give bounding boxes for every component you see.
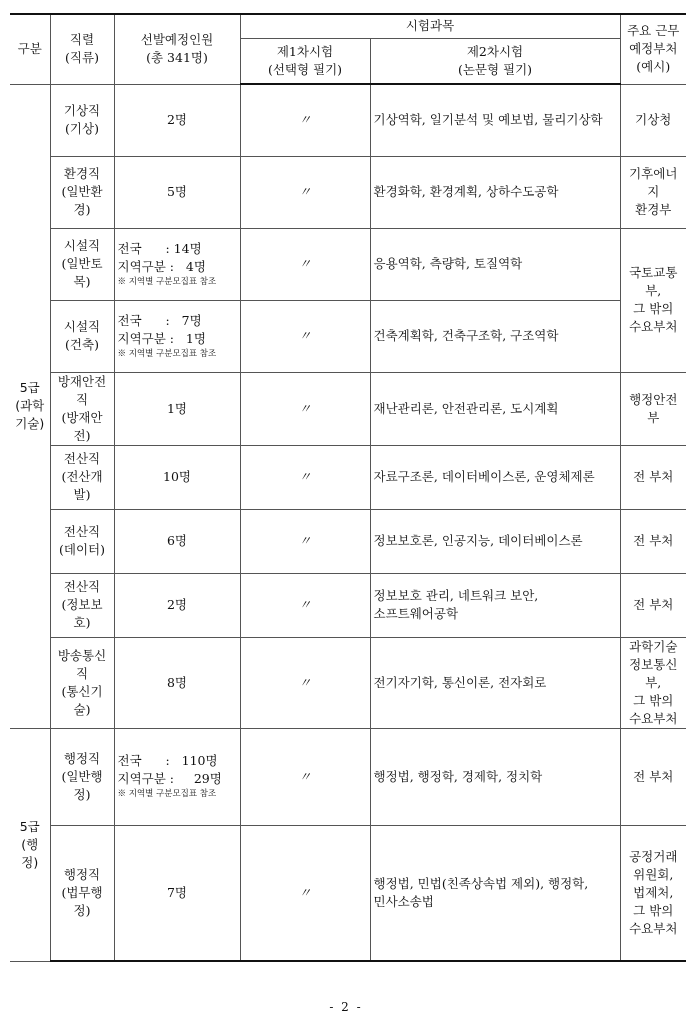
stage2-cell: 정보보호론, 인공지능, 데이터베이스론 xyxy=(370,509,620,573)
position-cell: 전산직 (정보보호) xyxy=(50,573,114,637)
quota-cell: 8명 xyxy=(114,637,240,728)
table-row xyxy=(10,637,686,728)
quota-cell: 1명 xyxy=(114,372,240,445)
stage2-cell: 행정법, 민법(친족상속법 제외), 행정학, 민사소송법 xyxy=(370,825,620,961)
header-position: 직렬 (직류) xyxy=(50,14,114,84)
position-cell: 방재안전직 (방재안전) xyxy=(50,372,114,445)
stage1-cell: 〃 xyxy=(240,372,370,445)
stage1-cell: 〃 xyxy=(240,509,370,573)
quota-note: ※ 지역별 구분모집표 참조 xyxy=(117,276,217,287)
table-row xyxy=(10,573,686,637)
stage1-cell: 〃 xyxy=(240,573,370,637)
position-cell: 방송통신직 (통신기술) xyxy=(50,637,114,728)
header-stage2: 제2차시험 (논문형 필기) xyxy=(370,38,620,84)
dept-cell: 국토교통부, 그 밖의 수요부처 xyxy=(620,228,686,372)
dept-cell: 전 부처 xyxy=(620,509,686,573)
position-cell: 환경직 (일반환경) xyxy=(50,156,114,228)
table-row xyxy=(10,372,686,445)
stage2-cell: 자료구조론, 데이터베이스론, 운영체제론 xyxy=(370,445,620,509)
table-row xyxy=(10,825,686,961)
position-cell: 전산직 (데이터) xyxy=(50,509,114,573)
dept-cell: 전 부처 xyxy=(620,728,686,825)
header-quota: 선발예정인원 (총 341명) xyxy=(114,14,240,84)
group-label-admin: 5급 (행정) xyxy=(10,728,50,961)
dept-cell: 기상청 xyxy=(620,84,686,156)
stage1-cell: 〃 xyxy=(240,445,370,509)
page-number: - 2 - xyxy=(329,1000,363,1014)
stage1-cell: 〃 xyxy=(240,84,370,156)
header-stage1: 제1차시험 (선택형 필기) xyxy=(240,38,370,84)
position-cell: 시설직 (일반토목) xyxy=(50,228,114,300)
dept-cell: 전 부처 xyxy=(620,445,686,509)
stage1-cell: 〃 xyxy=(240,728,370,825)
table-row xyxy=(10,728,686,825)
quota-cell: 전국 : 7명 지역구분 : 1명 ※ 지역별 구분모집표 참조 xyxy=(114,300,240,372)
stage2-cell: 재난관리론, 안전관리론, 도시계획 xyxy=(370,372,620,445)
stage2-cell: 전기자기학, 통신이론, 전자회로 xyxy=(370,637,620,728)
quota-cell: 5명 xyxy=(114,156,240,228)
dept-cell: 기후에너지 환경부 xyxy=(620,156,686,228)
position-cell: 기상직 (기상) xyxy=(50,84,114,156)
table-row xyxy=(10,445,686,509)
dept-cell: 공정거래 위원회, 법제처, 그 밖의 수요부처 xyxy=(620,825,686,961)
quota-note: ※ 지역별 구분모집표 참조 xyxy=(117,348,217,359)
dept-cell: 행정안전부 xyxy=(620,372,686,445)
stage2-cell: 건축계획학, 건축구조학, 구조역학 xyxy=(370,300,620,372)
table-row xyxy=(10,509,686,573)
position-cell: 전산직 (전산개발) xyxy=(50,445,114,509)
table-row xyxy=(10,300,686,372)
quota-cell: 7명 xyxy=(114,825,240,961)
stage1-cell: 〃 xyxy=(240,637,370,728)
quota-cell: 6명 xyxy=(114,509,240,573)
stage2-cell: 환경화학, 환경계획, 상하수도공학 xyxy=(370,156,620,228)
stage2-cell: 응용역학, 측량학, 토질역학 xyxy=(370,228,620,300)
exam-subjects-table xyxy=(10,13,686,962)
table-row xyxy=(10,228,686,300)
table-row xyxy=(10,156,686,228)
quota-cell: 2명 xyxy=(114,84,240,156)
stage2-cell: 기상역학, 일기분석 및 예보법, 물리기상학 xyxy=(370,84,620,156)
stage1-cell: 〃 xyxy=(240,156,370,228)
header-dept: 주요 근무 예정부처 (예시) xyxy=(620,14,686,84)
dept-cell: 전 부처 xyxy=(620,573,686,637)
quota-cell: 2명 xyxy=(114,573,240,637)
stage1-cell: 〃 xyxy=(240,228,370,300)
quota-cell: 10명 xyxy=(114,445,240,509)
position-cell: 행정직 (일반행정) xyxy=(50,728,114,825)
table-row xyxy=(10,84,686,156)
stage1-cell: 〃 xyxy=(240,300,370,372)
stage1-cell: 〃 xyxy=(240,825,370,961)
header-category: 구분 xyxy=(10,14,50,84)
group-label-science: 5급 (과학 기술) xyxy=(10,84,50,728)
stage2-cell: 행정법, 행정학, 경제학, 정치학 xyxy=(370,728,620,825)
dept-cell: 과학기술 정보통신부, 그 밖의 수요부처 xyxy=(620,637,686,728)
quota-note: ※ 지역별 구분모집표 참조 xyxy=(117,789,217,799)
quota-cell: 전국 : 14명 지역구분 : 4명 ※ 지역별 구분모집표 참조 xyxy=(114,228,240,300)
header-subjects: 시험과목 xyxy=(240,14,620,38)
position-cell: 행정직 (법무행정) xyxy=(50,825,114,961)
stage2-cell: 정보보호 관리, 네트워크 보안, 소프트웨어공학 xyxy=(370,573,620,637)
position-cell: 시설직 (건축) xyxy=(50,300,114,372)
quota-cell: 전국 : 110명 지역구분 : 29명 ※ 지역별 구분모집표 참조 xyxy=(114,728,240,825)
